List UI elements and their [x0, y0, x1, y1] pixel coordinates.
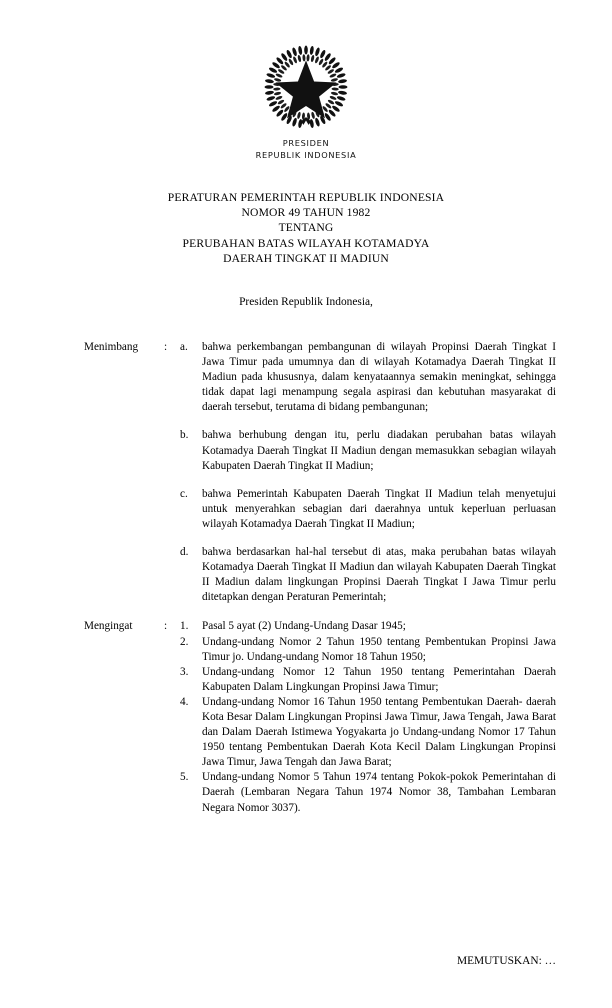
list-item-marker: 5.	[180, 771, 189, 784]
clause-label-menimbang: Menimbang	[84, 341, 139, 353]
clause-colon-mengingat: :	[164, 620, 168, 633]
seal-caption-line-1: PRESIDEN	[282, 138, 330, 148]
list-item-marker: a.	[180, 341, 188, 353]
list-item-text: Undang-undang Nomor 2 Tahun 1950 tentang Pembentukan Propinsi Jawa Timur jo. Undang-undang Nomor 18 Tahun 1950;	[202, 635, 556, 663]
list-item-marker: 2.	[180, 635, 189, 648]
list-item	[180, 340, 556, 415]
clause-items-menimbang	[180, 340, 556, 605]
presidential-seal-block	[0, 44, 612, 161]
list-item-text: bahwa berhubung dengan itu, perlu diadakan perubahan batas wilayah Kotamadya Daerah Tingkat II Madiun dengan memasukkan sebagian wilayah Kabupaten Daerah Tingkat II Madiun;	[202, 429, 556, 472]
title-line-tentang: TENTANG	[278, 221, 334, 235]
list-item-text: bahwa Pemerintah Kabupaten Daerah Tingkat II Madiun telah menyetujui untuk menyerahkan sebagian dari daerahnya untuk keperluan perluasan wilayah Kotamadya Daerah Tingkat II Madiun;	[202, 487, 556, 530]
title-line-regulation-type: PERATURAN PEMERINTAH REPUBLIK INDONESIA	[167, 191, 445, 204]
list-item-marker: 1.	[180, 620, 189, 633]
clause-items-mengingat	[180, 619, 556, 815]
list-item	[180, 635, 556, 665]
list-item-marker: d.	[180, 546, 189, 559]
list-item-text: bahwa berdasarkan hal-hal tersebut di atas, maka perubahan batas wilayah Kotamadya Daerah Tingkat II Madiun dan wilayah Kabupaten Daerah Tingkat II Madiun dalam lingkungan Propinsi Daerah Tingkat I Jawa Timur perlu ditetapkan dengan Peraturan Pemerintah;	[202, 546, 556, 604]
list-item	[180, 428, 556, 473]
issuing-authority-line: Presiden Republik Indonesia,	[239, 296, 373, 308]
document-title	[0, 190, 612, 266]
list-item	[180, 770, 556, 815]
list-item	[180, 695, 556, 770]
list-item	[180, 545, 556, 605]
list-item-text: bahwa perkembangan pembangunan di wilayah Propinsi Daerah Tingkat I Jawa Timur pada umumnya dan di wilayah Kotamadya Daerah Tingkat II Madiun pada khususnya, dalam kenyataannya semakin meningkat, sehingga tidak dapat lagi menampung segala aspirasi dan kebutuhan masyarakat di daerah tersebut, terutama di bidang pembangunan;	[202, 341, 556, 414]
continuation-note: MEMUTUSKAN: …	[456, 955, 556, 967]
list-item	[180, 487, 556, 532]
document-body	[84, 340, 556, 816]
clause-colon-menimbang: :	[164, 341, 168, 353]
list-item-marker: c.	[180, 487, 188, 500]
list-item-text: Undang-undang Nomor 5 Tahun 1974 tentang Pokok-pokok Pemerintahan di Daerah (Lembaran Negara Tahun 1974 Nomor 38, Tambahan Lembaran Negara Nomor 3037).	[202, 771, 556, 814]
title-line-subject-1: PERUBAHAN BATAS WILAYAH KOTAMADYA	[182, 236, 430, 250]
seal-caption	[0, 138, 612, 161]
clause-label-mengingat: Mengingat	[84, 620, 133, 633]
list-item-marker: 4.	[180, 695, 189, 708]
list-item-marker: 3.	[180, 665, 189, 678]
clause-menimbang	[84, 340, 556, 605]
list-item-text: Pasal 5 ayat (2) Undang-Undang Dasar 1945;	[202, 620, 406, 633]
list-item-marker: b.	[180, 429, 189, 442]
title-line-number: NOMOR 49 TAHUN 1982	[241, 206, 371, 220]
list-item	[180, 665, 556, 695]
list-item-text: Undang-undang Nomor 12 Tahun 1950 tentang Pemerintahan Daerah Kabupaten Dalam Lingkungan Propinsi Jawa Timur;	[202, 665, 556, 693]
seal-caption-line-2: REPUBLIK INDONESIA	[255, 149, 357, 160]
list-item-text: Undang-undang Nomor 16 Tahun 1950 tentang Pembentukan Daerah- daerah Kota Besar Dalam Lingkungan Propinsi Jawa Timur, Jawa Tengah, Jawa Barat dan Dalam Daerah Istimewa Yogyakarta jo Undang-undang Nomor 17 Tahun 1950 tentang Pembentukan Daerah Kota Kecil Dalam Lingkungan Propinsi Jawa Timur, Jawa Tengah dan Jawa Barat;	[202, 695, 556, 769]
garuda-star-wreath-seal-icon	[263, 44, 349, 130]
title-line-subject-2: DAERAH TINGKAT II MADIUN	[223, 251, 389, 265]
list-item	[180, 619, 556, 634]
clause-mengingat	[84, 619, 556, 815]
